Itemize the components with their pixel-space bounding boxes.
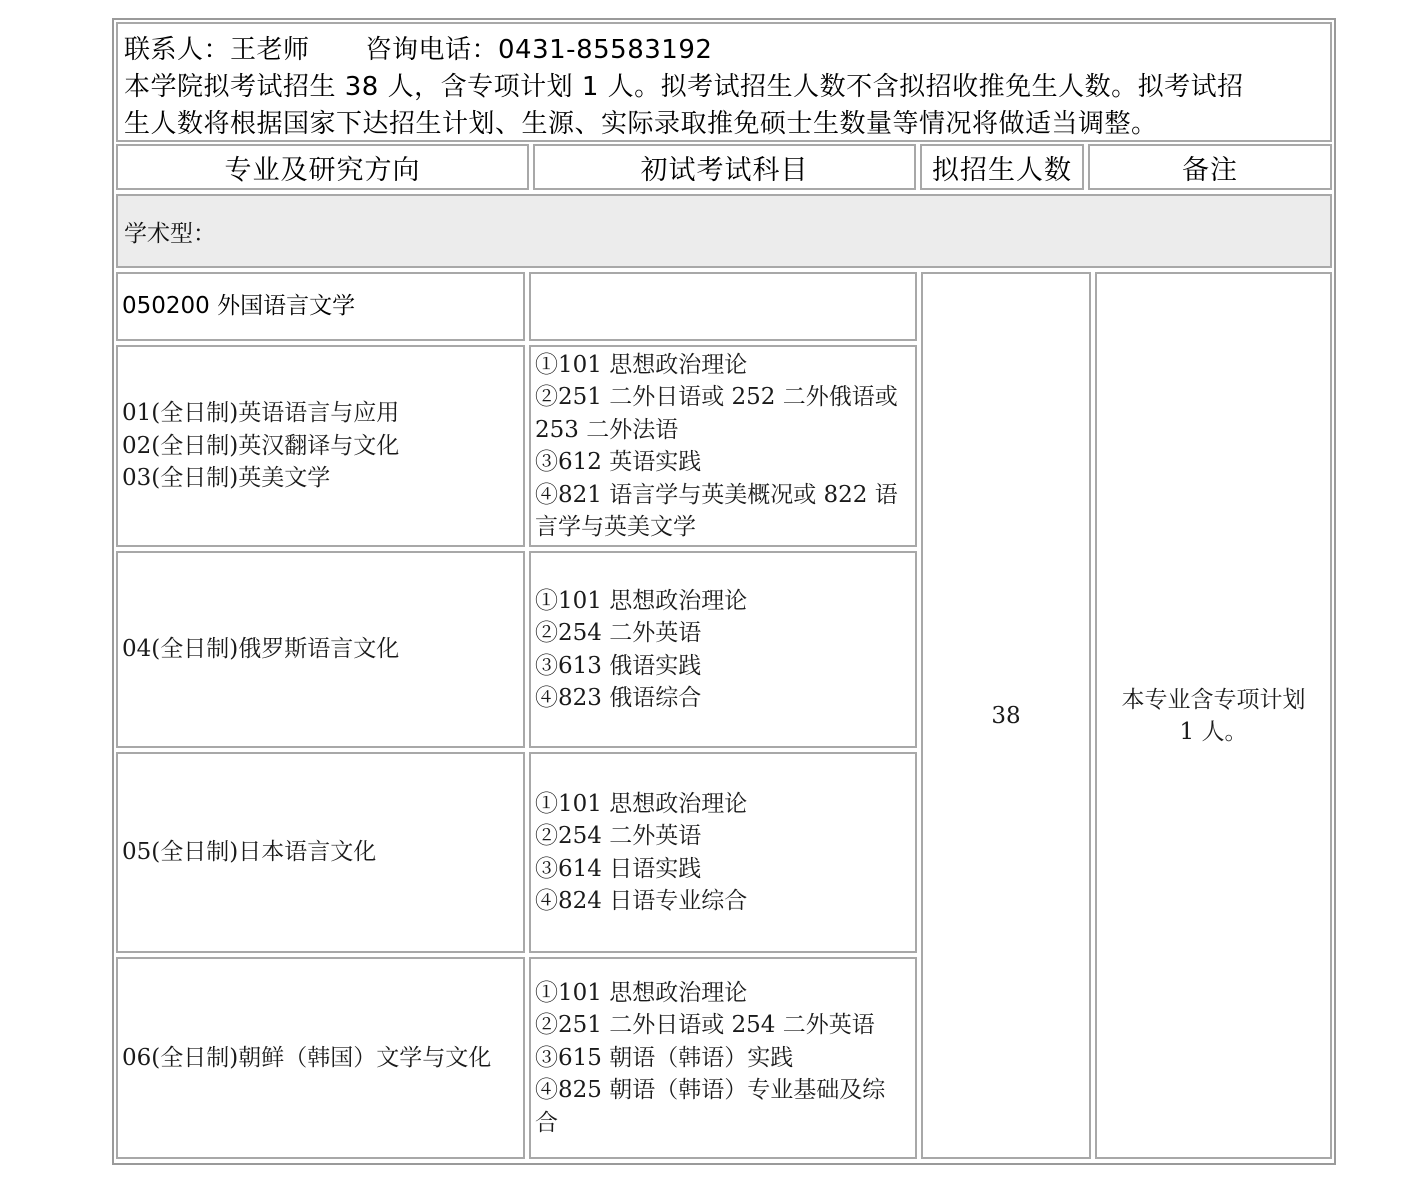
exam-item: 言学与英美文学	[535, 514, 696, 540]
direction-item: 02(全日制)英汉翻译与文化	[122, 432, 400, 459]
major-name: 050200 外国语言文学	[116, 272, 525, 341]
exam-item: 253 二外法语	[535, 416, 679, 443]
exam-cell-1	[529, 345, 917, 547]
exam-item: ②251 二外日语或 252 二外俄语或	[535, 384, 898, 410]
contact-person: 联系人：王老师	[124, 35, 310, 65]
direction-item: 04(全日制)俄罗斯语言文化	[122, 636, 400, 663]
contact-notice-box	[116, 22, 1332, 142]
exam-item: ①101 思想政治理论	[535, 587, 748, 614]
exam-item: ④821 语言学与英美概况或 822 语	[535, 481, 898, 508]
contact-line	[124, 32, 1330, 69]
exam-cell-4	[529, 957, 917, 1159]
exam-item: ③615 朝语（韩语）实践	[535, 1044, 794, 1071]
column-header-exam-subjects: 初试考试科目	[533, 144, 916, 190]
notice-line-2: 生人数将根据国家下达招生计划、生源、实际录取推免硕士生数量等情况将做适当调整。	[124, 109, 1158, 139]
direction-item: 05(全日制)日本语言文化	[122, 839, 377, 866]
contact-phone: 咨询电话：0431-85583192	[365, 35, 713, 65]
enrollment-count: 38	[991, 702, 1021, 729]
exam-item: ③612 英语实践	[535, 449, 702, 475]
section-academic: 学术型：	[116, 194, 1332, 268]
exam-item: ②254 二外英语	[535, 620, 702, 646]
remark-line-2: 1 人。	[1179, 718, 1248, 745]
enrollment-count-cell	[921, 272, 1091, 1159]
exam-item: ③614 日语实践	[535, 855, 702, 882]
exam-cell-2	[529, 551, 917, 748]
exam-item: ②251 二外日语或 254 二外英语	[535, 1012, 875, 1039]
exam-item: ④823 俄语综合	[535, 685, 702, 711]
remark-line-1: 本专业含专项计划	[1121, 686, 1306, 713]
direction-cell-1	[116, 345, 525, 547]
exam-item: ③613 俄语实践	[535, 652, 702, 679]
direction-item: 06(全日制)朝鲜（韩国）文学与文化	[122, 1044, 492, 1071]
column-header-major: 专业及研究方向	[116, 144, 529, 190]
notice-line-1: 本学院拟考试招生 38 人，含专项计划 1 人。拟考试招生人数不含拟招收推免生人数。拟考试招	[124, 72, 1244, 102]
direction-cell-4	[116, 957, 525, 1159]
exam-item: ④825 朝语（韩语）专业基础及综	[535, 1077, 886, 1104]
exam-item: ④824 日语专业综合	[535, 888, 748, 914]
exam-item: ①101 思想政治理论	[535, 351, 748, 378]
column-header-remarks: 备注	[1088, 144, 1332, 190]
remarks-cell	[1095, 272, 1332, 1159]
direction-cell-3	[116, 752, 525, 953]
exam-item: ①101 思想政治理论	[535, 979, 748, 1006]
column-header-enrollment: 拟招生人数	[920, 144, 1084, 190]
exam-cell-3	[529, 752, 917, 953]
exam-item: 合	[535, 1109, 558, 1136]
direction-item: 01(全日制)英语语言与应用	[122, 400, 400, 426]
direction-cell-2	[116, 551, 525, 748]
exam-item: ①101 思想政治理论	[535, 790, 748, 817]
direction-item: 03(全日制)英美文学	[122, 465, 331, 491]
exam-item: ②254 二外英语	[535, 823, 702, 849]
major-exam-empty	[529, 272, 917, 341]
